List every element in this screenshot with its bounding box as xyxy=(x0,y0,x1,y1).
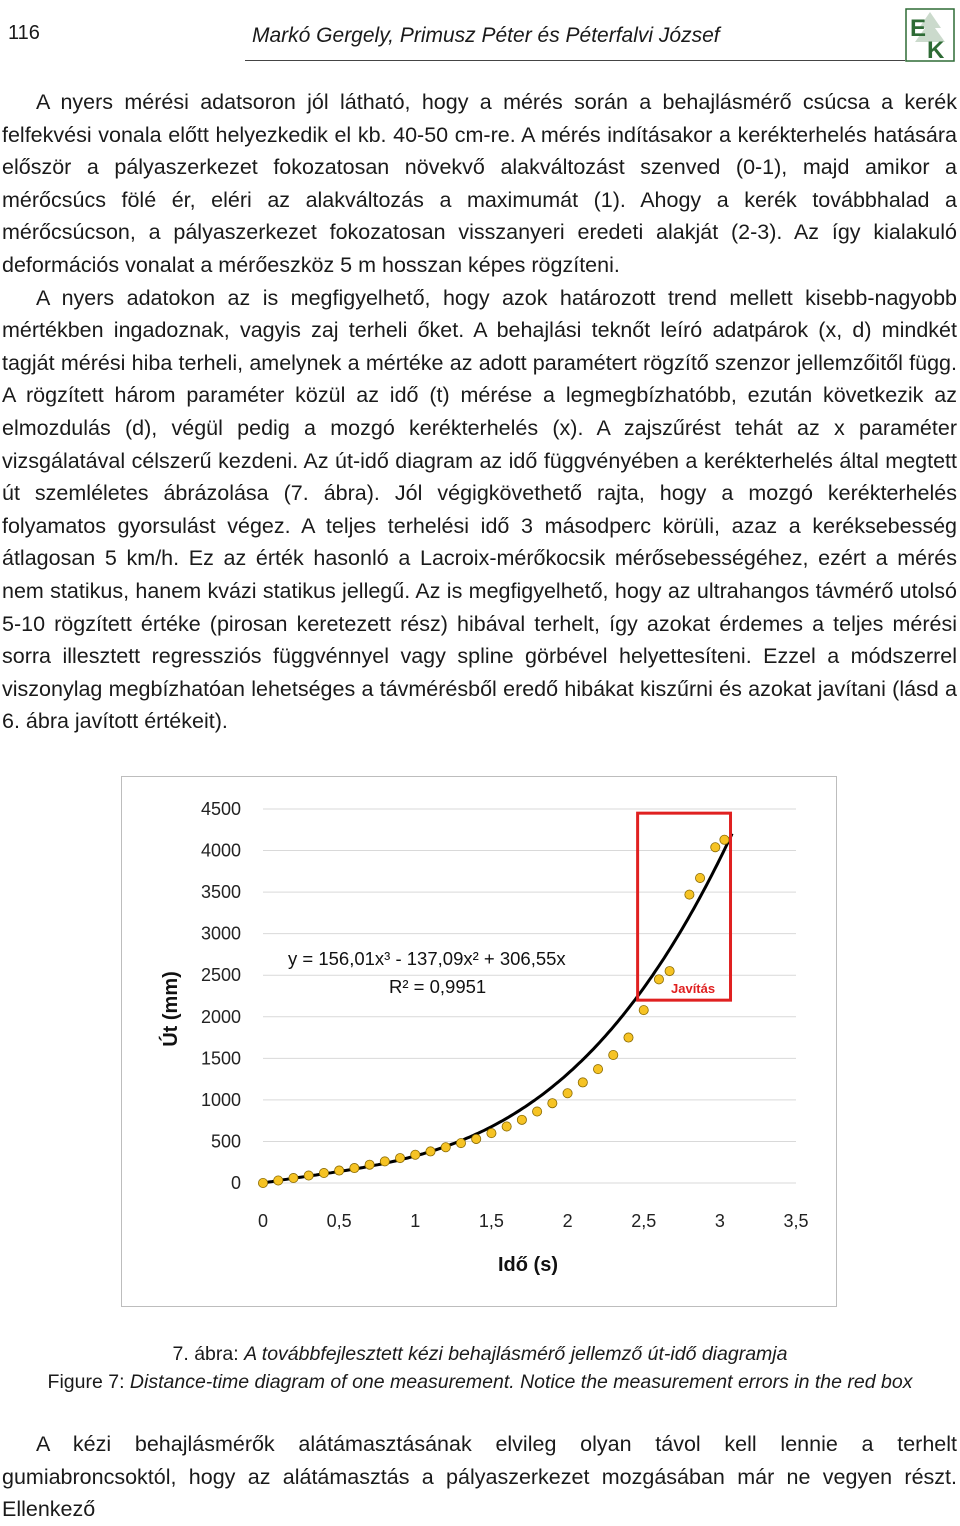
y-axis-label: Út (mm) xyxy=(160,971,182,1047)
y-tick-label: 3500 xyxy=(200,882,241,903)
data-point xyxy=(289,1173,298,1182)
body-text-top xyxy=(2,86,957,738)
y-tick-label: 500 xyxy=(210,1131,241,1152)
body-text-bottom xyxy=(2,1428,957,1526)
data-point xyxy=(472,1134,481,1143)
data-point xyxy=(593,1065,602,1074)
journal-logo xyxy=(905,8,955,62)
data-point xyxy=(395,1153,404,1162)
svg-text:K: K xyxy=(927,37,945,62)
data-point xyxy=(654,975,663,984)
y-tick-label: 4000 xyxy=(200,840,241,861)
trendline xyxy=(263,834,732,1183)
data-point xyxy=(720,835,729,844)
data-point xyxy=(578,1078,587,1087)
data-point xyxy=(639,1006,648,1015)
trendline-equation: y = 156,01x³ - 137,09x² + 306,55x xyxy=(288,948,566,969)
y-tick-label: 1500 xyxy=(200,1048,241,1069)
caption-en-label: Figure 7: xyxy=(47,1371,125,1393)
caption-english xyxy=(0,1371,960,1394)
data-point xyxy=(502,1122,511,1131)
r-squared: R² = 0,9951 xyxy=(389,976,487,997)
x-tick-label: 3 xyxy=(714,1211,725,1231)
data-point xyxy=(517,1115,526,1124)
data-point xyxy=(533,1107,542,1116)
data-point xyxy=(711,843,720,852)
y-tick-labels xyxy=(201,799,241,1193)
data-point xyxy=(563,1089,572,1098)
x-tick-label: 2,5 xyxy=(631,1211,657,1231)
distance-time-chart xyxy=(122,777,836,1306)
data-point xyxy=(609,1050,618,1059)
caption-hungarian xyxy=(0,1343,960,1366)
data-point xyxy=(380,1157,389,1166)
data-point xyxy=(335,1166,344,1175)
page-header xyxy=(0,0,960,70)
caption-hu-label: 7. ábra: xyxy=(172,1343,239,1365)
x-tick-label: 1 xyxy=(410,1211,421,1231)
data-point xyxy=(258,1178,267,1187)
data-point xyxy=(685,890,694,899)
data-point xyxy=(456,1139,465,1148)
x-tick-label: 3,5 xyxy=(783,1211,809,1231)
paragraph-3: A kézi behajlásmérők alátámasztásának elvileg olyan távol kell lennie a terhelt gumiabroncsoktól, hogy az alátámasztás a pályaszerkezet mozgásában már ne vegyen részt. Ellenkező xyxy=(2,1432,957,1522)
data-point xyxy=(441,1143,450,1152)
caption-en-text: Distance-time diagram of one measurement. Notice the measurement errors in the red box xyxy=(129,1371,913,1393)
y-tick-label: 1000 xyxy=(200,1089,241,1110)
data-points xyxy=(258,835,729,1187)
data-point xyxy=(365,1160,374,1169)
data-point xyxy=(665,966,674,975)
svg-text:E: E xyxy=(910,15,927,42)
paragraph-1: A nyers mérési adatsoron jól látható, hogy a mérés során a behajlásmérő csúcsa a kerék felfekvési vonala előtt helyezkedik el kb. 40-50 cm-re. A mérés indításakor a kerékterhelés hatására először a pályaszerkezet fokozatosan növekvő alakváltozást szenved (0-1), majd amikor a mérőcsúcs fölé ér, eléri az alakváltozás a maximumát (1). Ahogy a kerék továbbhalad a mérőcsúcson, a pályaszerkezet fokozatosan visszanyeri eredeti alakját (2-3). Az így kialakuló deformációs vonalat a mérőeszköz 5 m hosszan képes rögzíteni. xyxy=(2,90,957,277)
data-point xyxy=(319,1168,328,1177)
data-point xyxy=(411,1150,420,1159)
x-tick-label: 0,5 xyxy=(326,1211,352,1231)
y-tick-label: 2500 xyxy=(200,965,241,986)
x-tick-label: 2 xyxy=(562,1211,573,1231)
caption-hu-text: A továbbfejlesztett kézi behajlásmérő jellemző út-idő diagramja xyxy=(244,1343,788,1365)
data-point xyxy=(695,873,704,882)
y-tick-label: 4500 xyxy=(200,799,241,819)
x-tick-labels xyxy=(258,1211,809,1231)
correction-box xyxy=(638,813,731,1000)
page-number: 116 xyxy=(8,22,40,44)
data-point xyxy=(350,1163,359,1172)
correction-label: Javítás xyxy=(671,981,716,996)
header-rule xyxy=(245,60,905,61)
y-tick-label: 2000 xyxy=(200,1006,241,1027)
y-tick-label: 0 xyxy=(230,1173,241,1193)
data-point xyxy=(624,1033,633,1042)
x-axis-label: Idő (s) xyxy=(498,1254,558,1276)
data-point xyxy=(304,1171,313,1180)
data-point xyxy=(548,1099,557,1108)
data-point xyxy=(274,1176,283,1185)
x-tick-label: 1,5 xyxy=(478,1211,504,1231)
figure-7 xyxy=(121,776,837,1307)
y-tick-label: 3000 xyxy=(200,923,241,944)
data-point xyxy=(426,1147,435,1156)
running-title: Markó Gergely, Primusz Péter és Péterfalvi József xyxy=(252,24,720,47)
x-tick-label: 0 xyxy=(257,1211,269,1231)
paragraph-2: A nyers adatokon az is megfigyelhető, hogy azok határozott trend mellett kisebb-nagyobb mértékben ingadoznak, vagyis zaj terheli őket. A behajlási teknőt leíró adatpárok (x, d) mindkét tagját mérési hiba terheli, amelynek a mértéke az adott paramétert rögzítő szenzor jellemzőitől függ. A rögzített három paraméter közül az idő (t) mérése a legmegbízhatóbb, ezután következik az elmozdulás (d), végül pedig a mozgó kerékterhelés (x). A zajszűrést tehát az x paraméter vizsgálatával célszerű kezdeni. Az út-idő diagram az idő függvényében a kerékterhelés által megtett út szemléletes ábrázolása (7. ábra). Jól végigkövethető rajta, hogy a mozgó kerékterhelés folyamatos gyorsulást végez. A teljes terhelési idő 3 másodperc körüli, azaz a keréksebesség átlagosan 5 km/h. Ez az érték hasonló a Lacroix-mérőkocsik mérősebességéhez, ezért a mérés nem statikus, hanem kvázi statikus jellegű. Az is megfigyelhető, hogy az ultrahangos távmérő utolsó 5-10 rögzített értéke (pirosan keretezett rész) hibával terhelt, így azokat érdemes a teljes mérési sorra illesztett regressziós függvénnyel vagy spline görbével helyettesíteni. Ezzel a módszerrel viszonylag megbízhatóan lehetséges a távmérésből eredő hibákat kiszűrni és azokat javítani (lásd a 6. ábra javított értékeit). xyxy=(2,285,957,734)
data-point xyxy=(487,1129,496,1138)
